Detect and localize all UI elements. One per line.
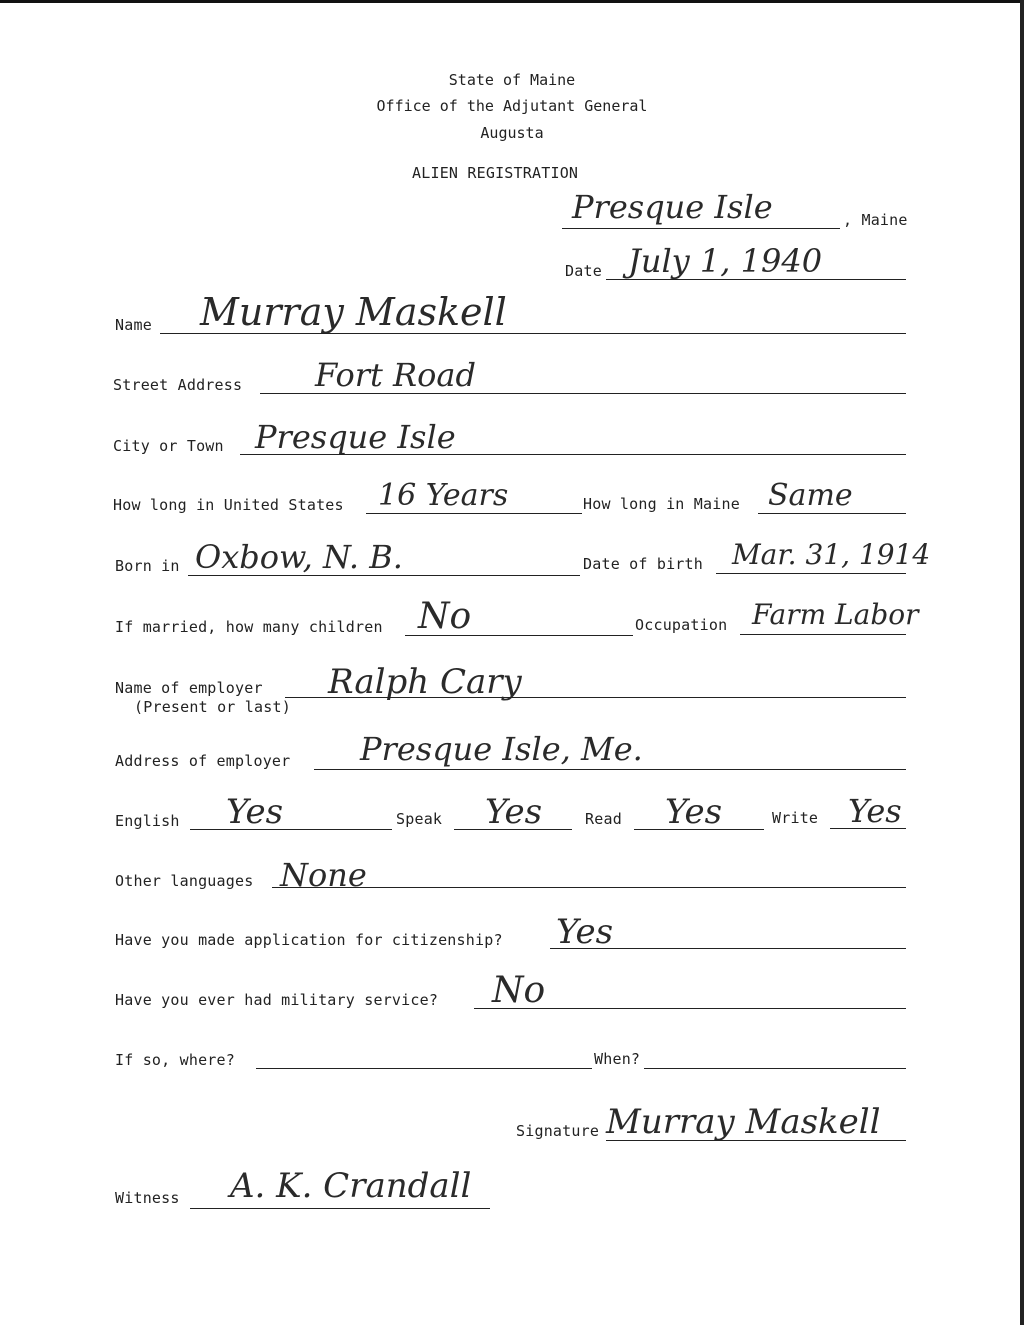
children-value: No [418, 596, 472, 637]
english-label: English [115, 812, 180, 830]
signature-line [606, 1140, 906, 1141]
location-value: Presque Isle [572, 188, 773, 226]
read-label: Read [585, 810, 622, 828]
us-duration-label: How long in United States [113, 496, 344, 514]
speak-label: Speak [396, 810, 443, 828]
employer-address-value: Presque Isle, Me. [360, 730, 643, 768]
occupation-label: Occupation [635, 616, 728, 634]
read-line [634, 829, 764, 830]
children-label: If married, how many children [115, 618, 383, 636]
read-value: Yes [665, 792, 723, 832]
me-duration-line [758, 513, 906, 514]
location-suffix: , Maine [843, 211, 908, 229]
us-duration-line [366, 513, 582, 514]
signature-label: Signature [516, 1122, 600, 1140]
dob-line [716, 573, 906, 574]
employer-value: Ralph Cary [328, 662, 522, 702]
date-label: Date [565, 262, 602, 280]
employer-address-line [314, 769, 906, 770]
witness-line [190, 1208, 490, 1209]
me-duration-label: How long in Maine [583, 495, 740, 513]
city-label: City or Town [113, 437, 224, 455]
date-line [606, 279, 906, 280]
born-label: Born in [115, 557, 180, 575]
military-label: Have you ever had military service? [115, 991, 439, 1009]
scan-edge-top [0, 0, 1024, 3]
signature-value: Murray Maskell [606, 1102, 881, 1142]
born-value: Oxbow, N. B. [195, 538, 403, 576]
header-state: State of Maine [448, 71, 576, 89]
dob-value: Mar. 31, 1914 [732, 538, 931, 571]
when-line [644, 1068, 906, 1069]
dob-label: Date of birth [583, 555, 703, 573]
speak-value: Yes [485, 792, 543, 832]
name-label: Name [115, 316, 152, 334]
citizenship-value: Yes [556, 912, 614, 952]
occupation-value: Farm Labor [752, 598, 919, 631]
employer-address-label: Address of employer [115, 752, 291, 770]
write-label: Write [772, 809, 819, 827]
english-value: Yes [226, 792, 284, 832]
born-line [188, 575, 580, 576]
street-label: Street Address [113, 376, 243, 394]
witness-label: Witness [115, 1189, 180, 1207]
us-duration-value: 16 Years [378, 478, 509, 513]
when-label: When? [594, 1050, 641, 1068]
name-value: Murray Maskell [200, 290, 507, 334]
name-line [160, 333, 906, 334]
where-label: If so, where? [115, 1051, 235, 1069]
header-office: Office of the Adjutant General [376, 97, 648, 115]
citizenship-label: Have you made application for citizenship? [115, 931, 503, 949]
employer-label: Name of employer [115, 679, 263, 697]
city-value: Presque Isle [255, 418, 456, 456]
children-line [405, 635, 633, 636]
citizenship-line [550, 948, 906, 949]
military-value: No [492, 970, 546, 1011]
other-languages-value: None [280, 856, 367, 894]
employer-sublabel: (Present or last) [134, 698, 291, 716]
occupation-line [740, 634, 906, 635]
speak-line [454, 829, 572, 830]
write-value: Yes [848, 792, 902, 830]
header-city: Augusta [480, 124, 544, 142]
me-duration-value: Same [768, 478, 853, 513]
other-languages-line [272, 887, 906, 888]
military-line [474, 1008, 906, 1009]
street-line [260, 393, 906, 394]
witness-value: A. K. Crandall [230, 1166, 472, 1206]
date-value: July 1, 1940 [628, 242, 823, 280]
english-line [190, 829, 392, 830]
city-line [240, 454, 906, 455]
scan-edge-right [1020, 0, 1024, 1325]
street-value: Fort Road [315, 356, 476, 394]
form-title: ALIEN REGISTRATION [412, 164, 579, 182]
where-line [256, 1068, 592, 1069]
write-line [830, 828, 906, 829]
employer-line [285, 697, 906, 698]
location-line [562, 228, 840, 229]
other-languages-label: Other languages [115, 872, 254, 890]
